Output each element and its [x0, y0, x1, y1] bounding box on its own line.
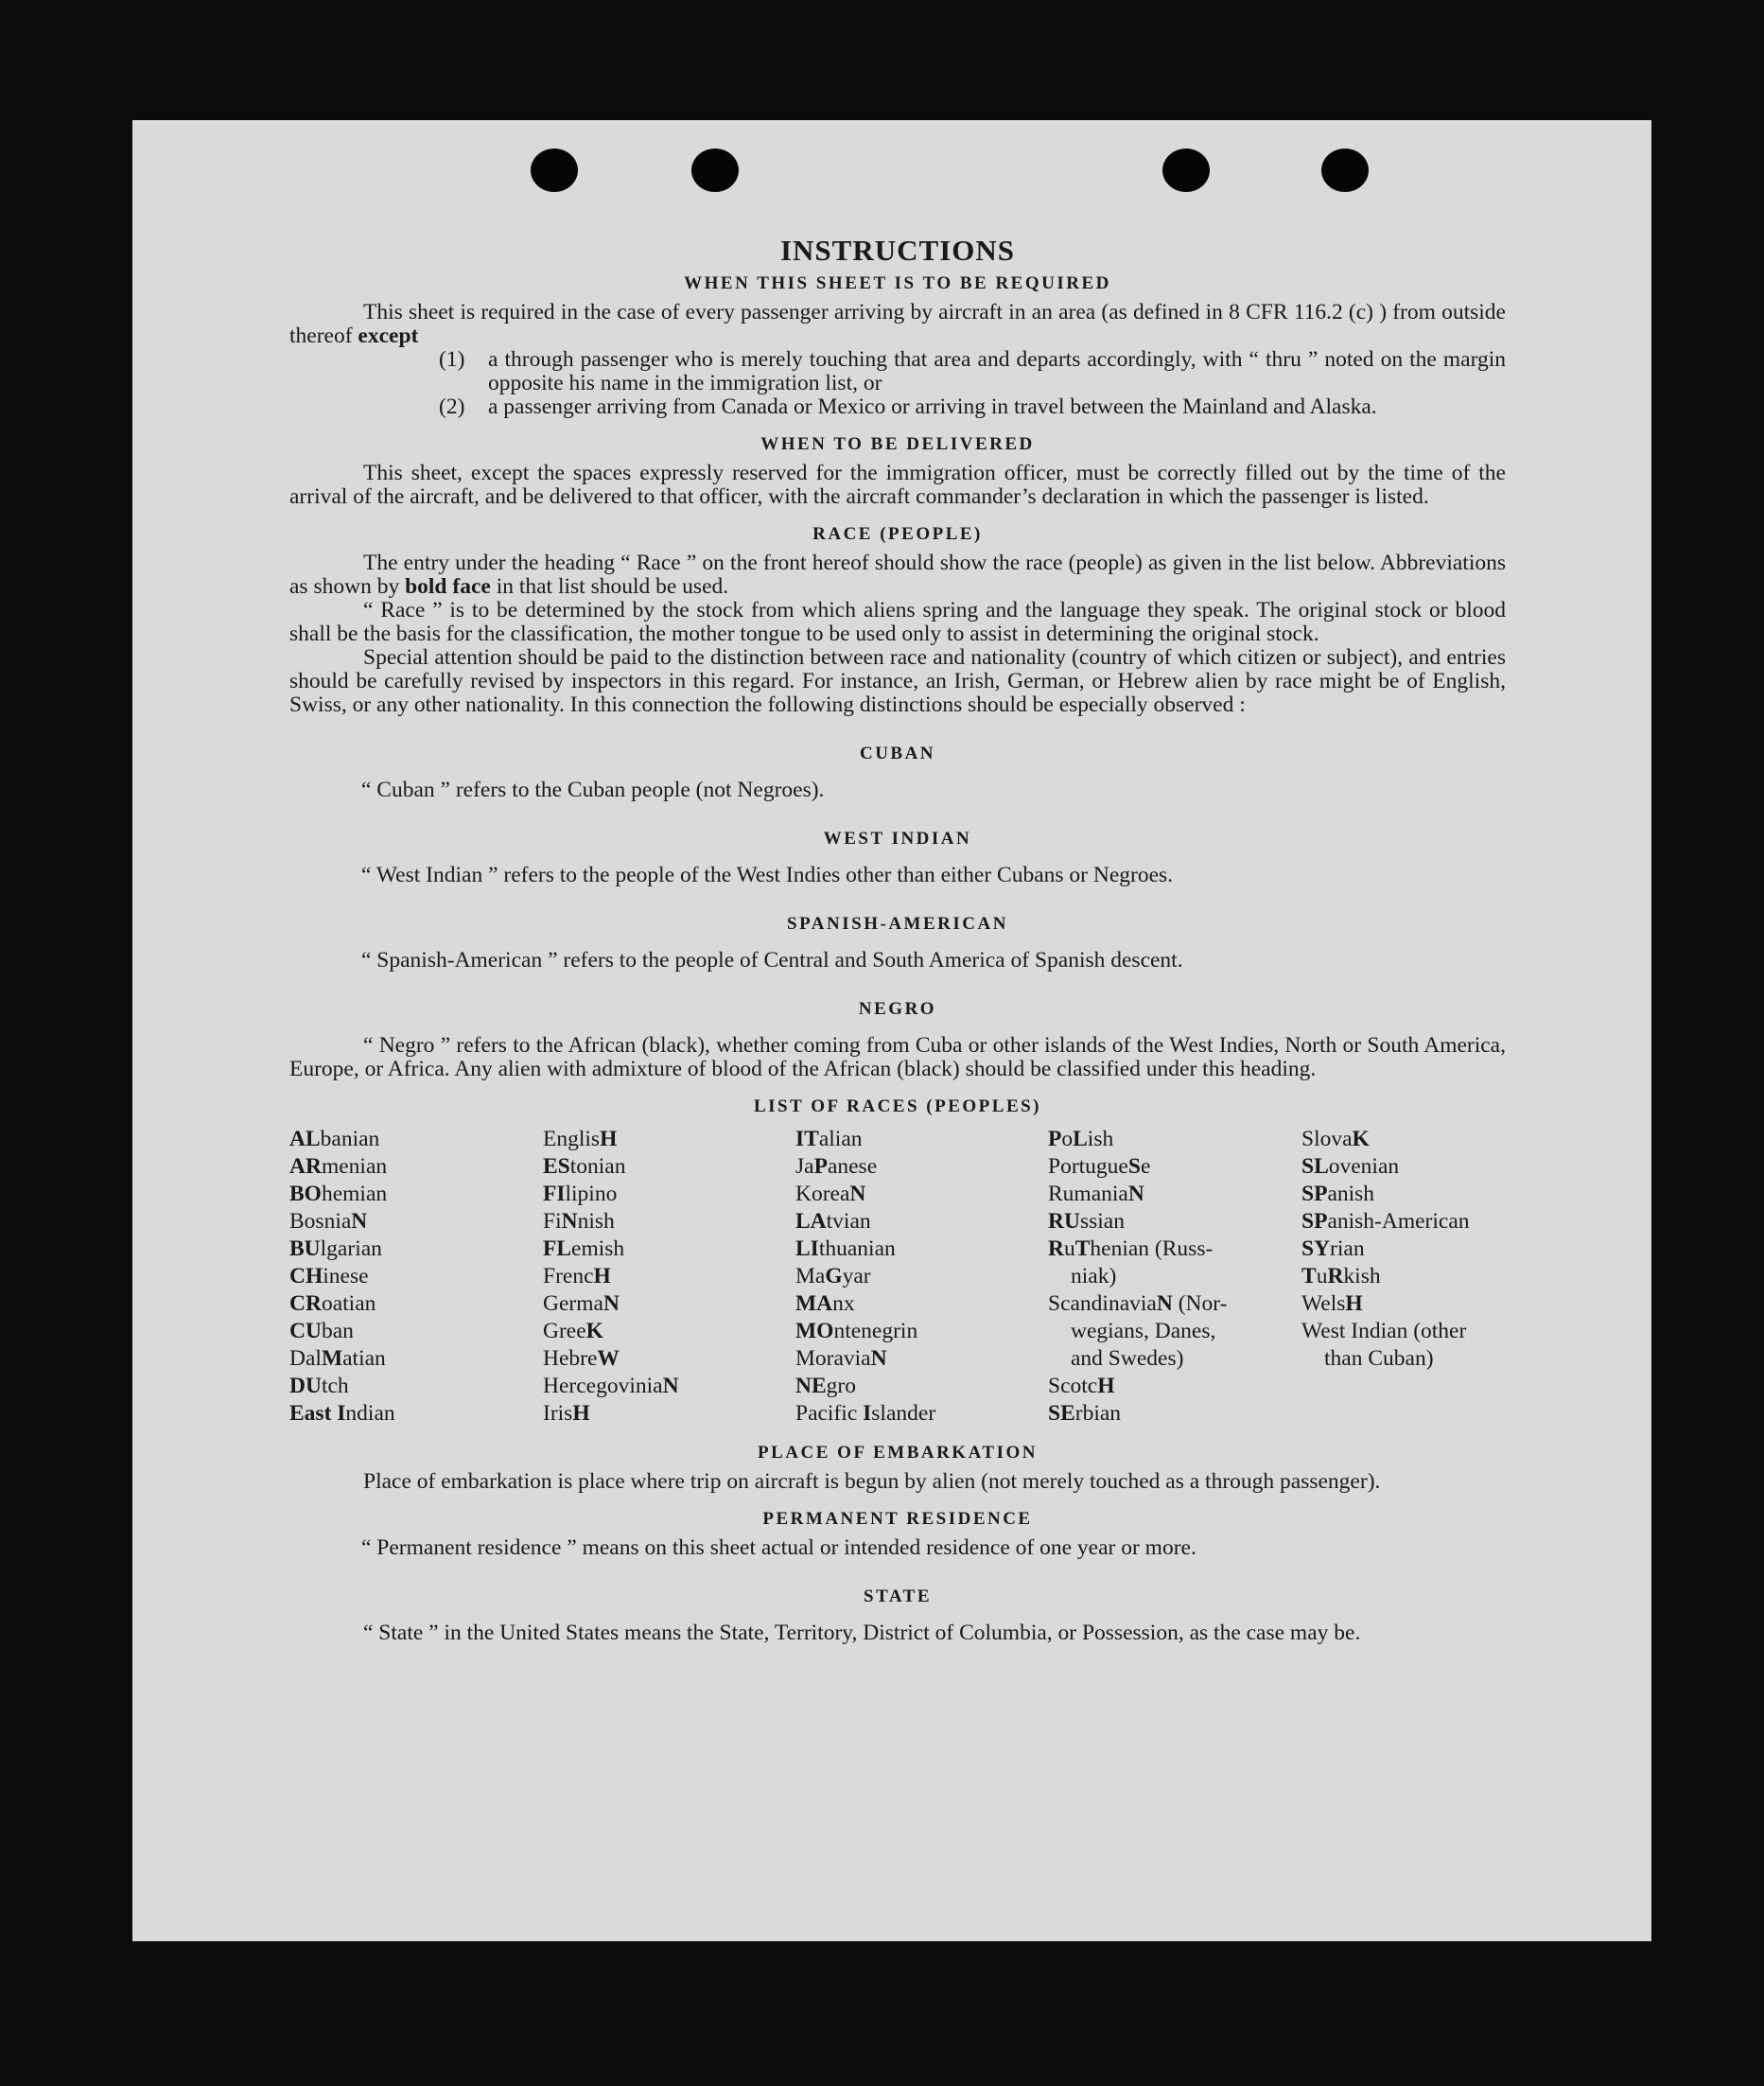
race-abbreviation: BU	[289, 1236, 321, 1261]
heading-list-of-races: LIST OF RACES (PEOPLES)	[753, 1096, 1042, 1116]
race-abbreviation: SP	[1301, 1182, 1328, 1206]
race-entry	[795, 1345, 1048, 1373]
race-text: tonian	[569, 1154, 626, 1179]
race-abbreviation: H	[593, 1264, 611, 1288]
race-abbreviation: P	[1048, 1127, 1062, 1151]
race-abbreviation: L	[1073, 1127, 1088, 1151]
race-text: rbian	[1074, 1401, 1122, 1426]
punch-hole	[691, 149, 739, 192]
races-column	[1048, 1126, 1301, 1428]
spanish-american-paragraph: “ Spanish-American ” refers to the people of Central and South America of Spanish descent.	[361, 948, 1183, 973]
race-abbreviation: SE	[1048, 1401, 1075, 1426]
race-text: Englis	[543, 1127, 601, 1151]
race-entry	[543, 1208, 795, 1236]
race-entry	[543, 1236, 795, 1263]
race-entry	[1048, 1181, 1301, 1208]
races-column	[289, 1126, 543, 1428]
race-abbreviation: H	[1097, 1374, 1115, 1398]
race-text: Fi	[543, 1209, 562, 1234]
heading-spanish-american: SPANISH-AMERICAN	[787, 914, 1008, 934]
races-list	[289, 1126, 1506, 1428]
race-entry	[543, 1181, 795, 1208]
instructions-content	[289, 234, 1506, 1645]
race-text: ovenian	[1328, 1154, 1400, 1179]
race-entry	[289, 1318, 543, 1345]
race-abbreviation: H	[1345, 1291, 1363, 1316]
race-text: Hebre	[543, 1346, 598, 1371]
heading-embarkation: PLACE OF EMBARKATION	[758, 1443, 1038, 1463]
race-text: emish	[571, 1236, 625, 1261]
race-entry	[289, 1400, 543, 1428]
race-abbreviation: N	[849, 1182, 866, 1206]
race-text: ish	[1087, 1127, 1114, 1151]
race-text: Rumania	[1048, 1182, 1128, 1206]
races-column	[543, 1126, 795, 1428]
race-entry	[543, 1373, 795, 1400]
race-entry	[795, 1126, 1048, 1153]
race-entry	[289, 1345, 543, 1373]
race-text: Korea	[795, 1182, 850, 1206]
race-text: alian	[818, 1127, 863, 1151]
punch-hole	[531, 149, 578, 192]
race-abbreviation: R	[1327, 1264, 1344, 1288]
race-text: hemian	[321, 1182, 388, 1206]
race-abbreviation: LI	[795, 1236, 819, 1261]
race-text: Gree	[543, 1319, 586, 1343]
race-text: West Indian (other	[1301, 1319, 1467, 1343]
race-abbreviation: SP	[1301, 1209, 1328, 1234]
race-entry	[795, 1181, 1048, 1208]
race-abbreviation: I	[863, 1401, 872, 1426]
race-entry	[1301, 1263, 1506, 1290]
race-entry	[289, 1263, 543, 1290]
race-entry	[1301, 1290, 1506, 1318]
race-text: Germa	[543, 1291, 603, 1316]
race-entry	[1301, 1153, 1506, 1181]
race-abbreviation: MO	[795, 1319, 834, 1343]
race-abbreviation: N	[1127, 1182, 1144, 1206]
race-abbreviation: T	[1301, 1264, 1317, 1288]
race-abbreviation: W	[597, 1346, 620, 1371]
race-abbreviation: CR	[289, 1291, 322, 1316]
race-entry	[1048, 1126, 1301, 1153]
race-text: (Nor-	[1172, 1291, 1228, 1316]
races-column	[795, 1126, 1048, 1428]
race-entry	[1048, 1236, 1301, 1263]
race-text: inese	[323, 1264, 369, 1288]
race-entry	[795, 1236, 1048, 1263]
race-text: ssian	[1079, 1209, 1125, 1234]
race-text: Hercegovinia	[543, 1374, 663, 1398]
race-text: gro	[826, 1374, 856, 1398]
race-text: Portugue	[1048, 1154, 1128, 1179]
race-abbreviation: P	[813, 1154, 828, 1179]
race-text: oatian	[321, 1291, 376, 1316]
race-entry	[1048, 1153, 1301, 1181]
race-text: atian	[342, 1346, 386, 1371]
race-text: thuanian	[818, 1236, 896, 1261]
race-text: tch	[321, 1374, 349, 1398]
race-text: than Cuban)	[1324, 1346, 1434, 1371]
race-entry	[1301, 1318, 1506, 1345]
race-text: menian	[321, 1154, 388, 1179]
race-entry	[289, 1153, 543, 1181]
race-abbreviation: AR	[289, 1154, 322, 1179]
race-paragraph-1: The entry under the heading “ Race ” on the front hereof should show the race (people) as given in the list below. Abbreviations as shown by bold face in that list should be used.	[289, 551, 1506, 599]
race-entry	[795, 1400, 1048, 1428]
race-text: Ma	[795, 1264, 826, 1288]
race-entry	[1048, 1345, 1301, 1373]
page-title: INSTRUCTIONS	[779, 234, 1015, 267]
race-entry	[543, 1318, 795, 1345]
race-abbreviation: N	[662, 1374, 679, 1398]
race-entry	[289, 1126, 543, 1153]
heading-cuban: CUBAN	[859, 744, 936, 763]
race-abbreviation: N	[870, 1346, 887, 1371]
race-text: Ja	[795, 1154, 814, 1179]
race-text: Iris	[543, 1401, 573, 1426]
race-entry	[543, 1263, 795, 1290]
race-entry	[289, 1236, 543, 1263]
punch-hole	[1162, 149, 1210, 192]
race-text: wegians, Danes,	[1071, 1319, 1216, 1343]
race-text: henian (Russ-	[1090, 1236, 1214, 1261]
race-text: Bosnia	[289, 1209, 352, 1234]
race-abbreviation: H	[572, 1401, 590, 1426]
race-abbreviation: IT	[795, 1127, 819, 1151]
exception-item-1: (1) a through passenger who is merely touching that area and departs accordingly, with “ thru ” noted on the margin opposite his name in the immigration list, or	[439, 347, 1506, 395]
race-text: Dal	[289, 1346, 322, 1371]
heading-when-required: WHEN THIS SHEET IS TO BE REQUIRED	[684, 273, 1111, 293]
race-entry	[289, 1208, 543, 1236]
race-abbreviation: FL	[543, 1236, 572, 1261]
race-paragraph-2: “ Race ” is to be determined by the stock from which aliens spring and the language they speak. The original stock or blood shall be the basis for the classification, the mother tongue to be used only to assist in determining the original stock.	[289, 598, 1506, 646]
cuban-paragraph: “ Cuban ” refers to the Cuban people (not Negroes).	[361, 778, 825, 802]
race-abbreviation: East I	[289, 1401, 346, 1426]
race-text: yar	[842, 1264, 871, 1288]
race-abbreviation: R	[1048, 1236, 1064, 1261]
negro-paragraph: “ Negro ” refers to the African (black), whether coming from Cuba or other islands of the West Indies, North or South America, Europe, or Africa. Any alien with admixture of blood of the African (black) should be classified under this heading.	[289, 1033, 1506, 1081]
race-entry	[543, 1290, 795, 1318]
race-entry	[1048, 1400, 1301, 1428]
race-text: Wels	[1301, 1291, 1346, 1316]
race-text: Frenc	[543, 1264, 594, 1288]
races-column	[1301, 1126, 1506, 1428]
state-paragraph: “ State ” in the United States means the State, Territory, District of Columbia, or Possession, as the case may be.	[363, 1621, 1361, 1645]
race-text: kish	[1343, 1264, 1381, 1288]
race-text: lgarian	[320, 1236, 382, 1261]
race-abbreviation: NE	[795, 1374, 827, 1398]
race-abbreviation: MA	[795, 1291, 833, 1316]
race-entry	[1301, 1345, 1506, 1373]
heading-race: RACE (PEOPLE)	[812, 524, 983, 544]
race-entry	[795, 1263, 1048, 1290]
race-text: banian	[320, 1127, 380, 1151]
exception-item-2: (2) a passenger arriving from Canada or Mexico or arriving in travel between the Mainland and Alaska.	[439, 394, 1377, 419]
embarkation-paragraph: Place of embarkation is place where trip on aircraft is begun by alien (not merely touched as a through passenger).	[363, 1469, 1381, 1494]
heading-permanent-residence: PERMANENT RESIDENCE	[762, 1509, 1033, 1529]
race-abbreviation: S	[1127, 1154, 1141, 1179]
race-abbreviation: FI	[543, 1182, 566, 1206]
race-entry	[289, 1181, 543, 1208]
race-entry	[1048, 1263, 1301, 1290]
race-paragraph-3: Special attention should be paid to the distinction between race and nationality (country of which citizen or subject), and entries should be carefully revised by inspectors in this regard. For instance, an Irish, German, or Hebrew alien by race might be of English, Swiss, or any other nationality. In this connection the following distinctions should be especially observed :	[289, 645, 1506, 717]
race-abbreviation: M	[321, 1346, 343, 1371]
race-text: anish	[1327, 1182, 1375, 1206]
race-abbreviation: K	[585, 1319, 603, 1343]
race-entry	[1048, 1290, 1301, 1318]
race-text: tvian	[826, 1209, 871, 1234]
required-paragraph: This sheet is required in the case of every passenger arriving by aircraft in an area (as defined in 8 CFR 116.2 (c) ) from outside thereof except	[289, 300, 1506, 348]
race-text: u	[1063, 1236, 1075, 1261]
race-abbreviation: T	[1074, 1236, 1091, 1261]
heading-state: STATE	[864, 1586, 932, 1606]
heading-when-delivered: WHEN TO BE DELIVERED	[760, 434, 1035, 454]
race-text: rian	[1330, 1236, 1365, 1261]
race-abbreviation: AL	[289, 1127, 321, 1151]
race-entry	[289, 1373, 543, 1400]
race-abbreviation: CH	[289, 1264, 323, 1288]
race-entry	[1301, 1126, 1506, 1153]
race-abbreviation: RU	[1048, 1209, 1080, 1234]
race-entry	[795, 1373, 1048, 1400]
race-text: niak)	[1071, 1264, 1117, 1288]
race-entry	[289, 1290, 543, 1318]
heading-west-indian: WEST INDIAN	[823, 829, 972, 849]
race-text: nish	[577, 1209, 615, 1234]
race-abbreviation: N	[351, 1209, 368, 1234]
race-text: nx	[832, 1291, 855, 1316]
race-entry	[1048, 1318, 1301, 1345]
race-abbreviation: SY	[1301, 1236, 1331, 1261]
instruction-sheet	[132, 120, 1651, 1941]
heading-negro: NEGRO	[858, 999, 937, 1019]
race-entry	[1048, 1208, 1301, 1236]
race-text: Scotc	[1048, 1374, 1098, 1398]
race-abbreviation: G	[825, 1264, 843, 1288]
race-entry	[1301, 1181, 1506, 1208]
race-text: ndian	[345, 1401, 395, 1426]
race-text: anese	[827, 1154, 878, 1179]
residence-paragraph: “ Permanent residence ” means on this sheet actual or intended residence of one year or more.	[361, 1535, 1196, 1560]
punch-hole	[1321, 149, 1369, 192]
race-text: slander	[871, 1401, 936, 1426]
race-abbreviation: K	[1352, 1127, 1370, 1151]
race-abbreviation: H	[600, 1127, 618, 1151]
race-text: ban	[321, 1319, 354, 1343]
race-text: u	[1316, 1264, 1328, 1288]
race-entry	[1048, 1373, 1301, 1400]
race-text: ntenegrin	[833, 1319, 918, 1343]
delivered-paragraph: This sheet, except the spaces expressly reserved for the immigration officer, must be correctly filled out by the time of the arrival of the aircraft, and be delivered to that officer, with the aircraft commander’s declaration in which the passenger is listed.	[289, 461, 1506, 509]
race-abbreviation: BO	[289, 1182, 322, 1206]
race-text: o	[1061, 1127, 1074, 1151]
race-abbreviation: N	[561, 1209, 578, 1234]
race-text: Pacific	[795, 1401, 864, 1426]
race-text: e	[1140, 1154, 1151, 1179]
race-entry	[795, 1208, 1048, 1236]
race-text: lipino	[565, 1182, 618, 1206]
race-entry	[795, 1153, 1048, 1181]
race-abbreviation: SL	[1301, 1154, 1329, 1179]
race-entry	[1301, 1236, 1506, 1263]
race-abbreviation: DU	[289, 1374, 322, 1398]
race-text: and Swedes)	[1071, 1346, 1184, 1371]
west-indian-paragraph: “ West Indian ” refers to the people of the West Indies other than either Cubans or Negroes.	[361, 863, 1174, 887]
race-entry	[543, 1400, 795, 1428]
race-abbreviation: N	[603, 1291, 620, 1316]
race-abbreviation: ES	[543, 1154, 570, 1179]
race-entry	[795, 1318, 1048, 1345]
race-abbreviation: LA	[795, 1209, 827, 1234]
race-entry	[543, 1345, 795, 1373]
race-text: Moravia	[795, 1346, 871, 1371]
race-entry	[1301, 1208, 1506, 1236]
race-text: Scandinavia	[1048, 1291, 1157, 1316]
race-text: anish-American	[1327, 1209, 1470, 1234]
race-entry	[543, 1153, 795, 1181]
race-entry	[795, 1290, 1048, 1318]
race-abbreviation: N	[1156, 1291, 1173, 1316]
race-entry	[543, 1126, 795, 1153]
race-text: Slova	[1301, 1127, 1353, 1151]
race-abbreviation: CU	[289, 1319, 322, 1343]
